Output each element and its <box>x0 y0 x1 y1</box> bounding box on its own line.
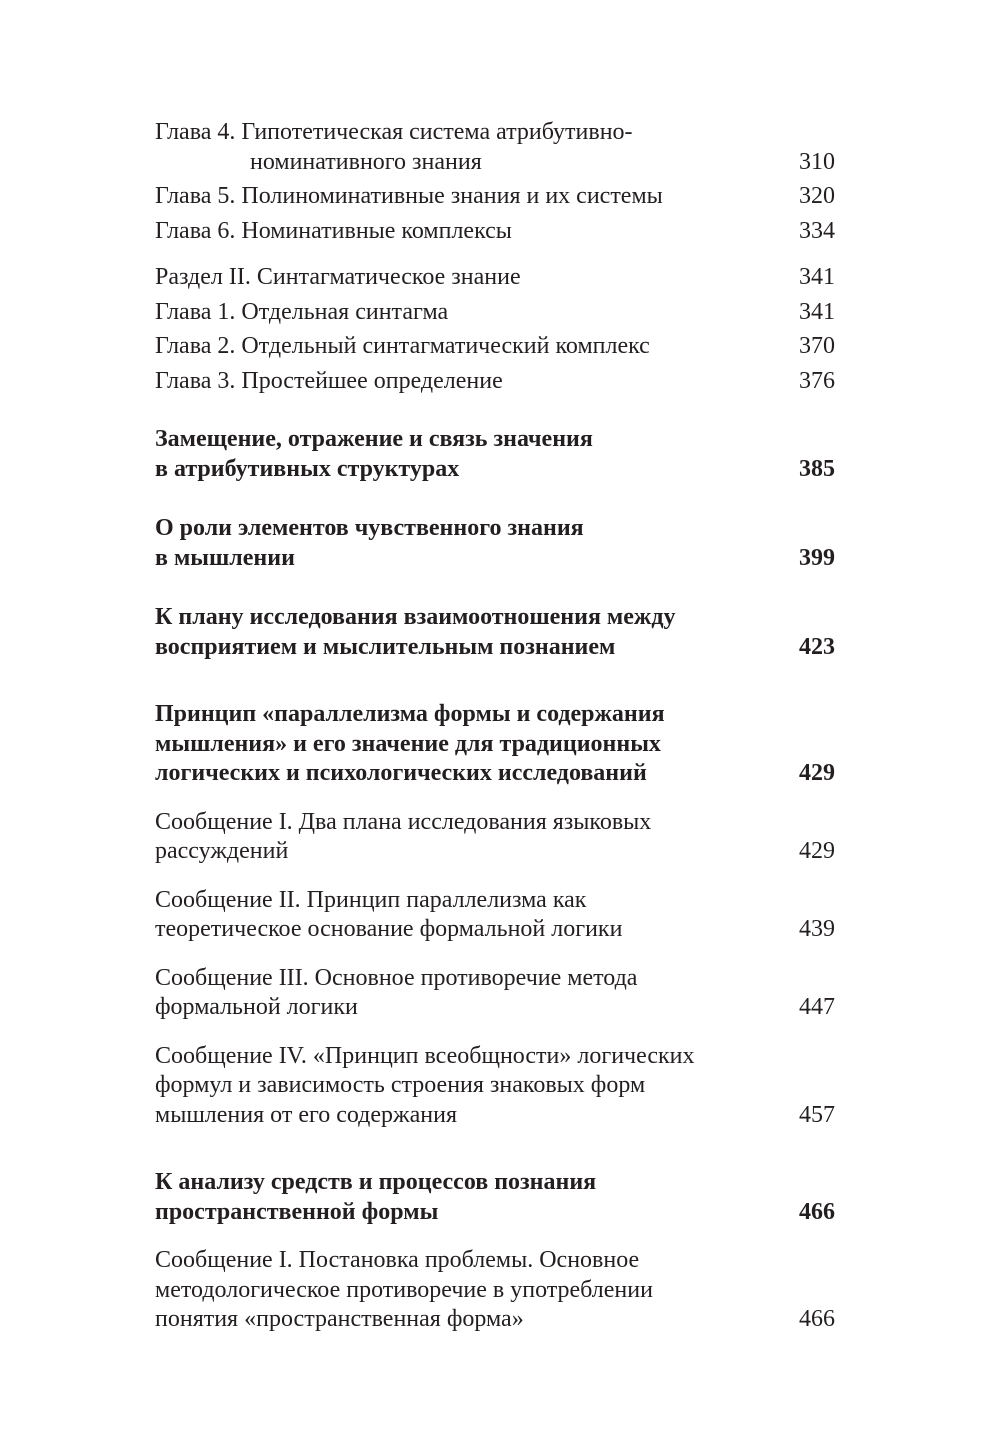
toc-entry-title <box>155 1168 745 1227</box>
toc-entry-perception-plan[interactable] <box>155 603 835 662</box>
toc-entry-line: Сообщение III. Основное противоречие метода <box>155 964 638 991</box>
toc-entry-line: Раздел II. Синтагматическое знание <box>155 264 521 290</box>
toc-entry-line: рассуждений <box>155 838 289 864</box>
toc-page-number: 385 <box>799 455 835 482</box>
toc-page-number: 370 <box>799 333 835 359</box>
toc-page-number: 429 <box>799 760 835 786</box>
toc-entry-line: восприятием и мыслительным познанием <box>155 633 616 660</box>
toc-entry-title <box>155 1042 745 1131</box>
toc-page-number: 439 <box>799 916 835 942</box>
toc-entry-sensory-knowledge[interactable] <box>155 514 835 573</box>
toc-entry-line: Глава 3. Простейшее определение <box>155 367 503 394</box>
toc-entry-chapter-2[interactable] <box>155 332 835 362</box>
toc-entry-line: в атрибутивных структурах <box>155 455 460 482</box>
toc-entry-title <box>155 263 745 293</box>
toc-entry-line: Глава 6. Номинативные комплексы <box>155 217 512 244</box>
toc-entry-message-1[interactable] <box>155 808 835 867</box>
toc-entry-chapter-1[interactable] <box>155 298 835 328</box>
toc-entry-line: методологическое противоречие в употреблении <box>155 1276 653 1303</box>
toc-entry-line: Замещение, отражение и связь значения <box>155 426 593 452</box>
toc-entry-chapter-6[interactable] <box>155 217 835 247</box>
toc-entry-message-4[interactable] <box>155 1042 835 1131</box>
toc-entry-line: Глава 5. Полиноминативные знания и их системы <box>155 183 663 209</box>
toc-entry-chapter-5[interactable] <box>155 182 835 212</box>
toc-entry-message-3[interactable] <box>155 964 835 1023</box>
toc-entry-section-2[interactable] <box>155 263 835 293</box>
toc-entry-title <box>155 367 745 397</box>
toc-page-number: 376 <box>799 367 835 394</box>
toc-entry-substitution[interactable] <box>155 425 835 484</box>
toc-page-number: 466 <box>799 1198 835 1225</box>
toc-entry-line: Сообщение I. Два плана исследования языковых <box>155 808 652 835</box>
toc-entry-chapter-4[interactable] <box>155 118 835 177</box>
toc-entry-line: Глава 1. Отдельная синтагма <box>155 298 449 325</box>
toc-entry-parallelism-principle[interactable] <box>155 700 835 789</box>
toc-entry-line: Сообщение I. Постановка проблемы. Основное <box>155 1247 640 1273</box>
toc-entry-message-2[interactable] <box>155 886 835 945</box>
toc-entry-line: Сообщение II. Принцип параллелизма как <box>155 886 587 913</box>
toc-page-number: 341 <box>799 264 835 290</box>
toc-entry-title <box>155 1246 745 1335</box>
toc-entry-title <box>155 964 745 1023</box>
toc-page-number: 429 <box>799 838 835 864</box>
toc-page-number: 457 <box>799 1101 835 1128</box>
toc-entry-line: мышления от его содержания <box>155 1101 458 1128</box>
table-of-contents <box>155 118 835 1335</box>
toc-page-number: 341 <box>799 298 835 325</box>
toc-entry-line: номинативного знания <box>250 148 482 175</box>
toc-entry-title <box>155 603 745 662</box>
toc-entry-line: О роли элементов чувственного знания <box>155 515 584 541</box>
toc-page-number: 320 <box>799 183 835 209</box>
toc-entry-line: Сообщение IV. «Принцип всеобщности» логических <box>155 1042 695 1069</box>
toc-entry-title <box>155 118 745 177</box>
toc-entry-line: Глава 4. Гипотетическая система атрибутивно- <box>155 119 633 145</box>
toc-entry-line: Принцип «параллелизма формы и содержания <box>155 701 665 727</box>
toc-entry-line: Глава 2. Отдельный синтагматический комплекс <box>155 333 650 359</box>
toc-entry-line: К плану исследования взаимоотношения между <box>155 604 676 630</box>
toc-entry-title <box>155 808 745 867</box>
toc-page-number: 399 <box>799 544 835 571</box>
toc-page-number: 310 <box>799 148 835 175</box>
toc-entry-line: формул и зависимость строения знаковых форм <box>155 1072 646 1098</box>
toc-entry-line: мышления» и его значение для традиционных <box>155 730 661 757</box>
toc-page-number: 334 <box>799 217 835 244</box>
toc-page-number: 466 <box>799 1306 835 1332</box>
toc-page-number: 447 <box>799 994 835 1020</box>
toc-entry-title <box>155 217 745 247</box>
toc-entry-chapter-3[interactable] <box>155 367 835 397</box>
toc-entry-title <box>155 700 745 789</box>
toc-entry-line: логических и психологических исследований <box>155 760 647 786</box>
toc-entry-title <box>155 886 745 945</box>
toc-entry-title <box>155 298 745 328</box>
toc-entry-title <box>155 514 745 573</box>
toc-entry-line: теоретическое основание формальной логики <box>155 916 623 942</box>
toc-entry-line: К анализу средств и процессов познания <box>155 1169 597 1195</box>
toc-entry-spatial-message-1[interactable] <box>155 1246 835 1335</box>
toc-entry-title <box>155 425 745 484</box>
toc-entry-spatial-form[interactable] <box>155 1168 835 1227</box>
toc-entry-title <box>155 332 745 362</box>
toc-page-number: 423 <box>799 633 835 660</box>
toc-entry-title <box>155 182 745 212</box>
toc-entry-line: понятия «пространственная форма» <box>155 1306 524 1332</box>
toc-entry-line: формальной логики <box>155 994 358 1020</box>
toc-entry-line: пространственной формы <box>155 1198 439 1225</box>
toc-entry-line: в мышлении <box>155 544 295 571</box>
